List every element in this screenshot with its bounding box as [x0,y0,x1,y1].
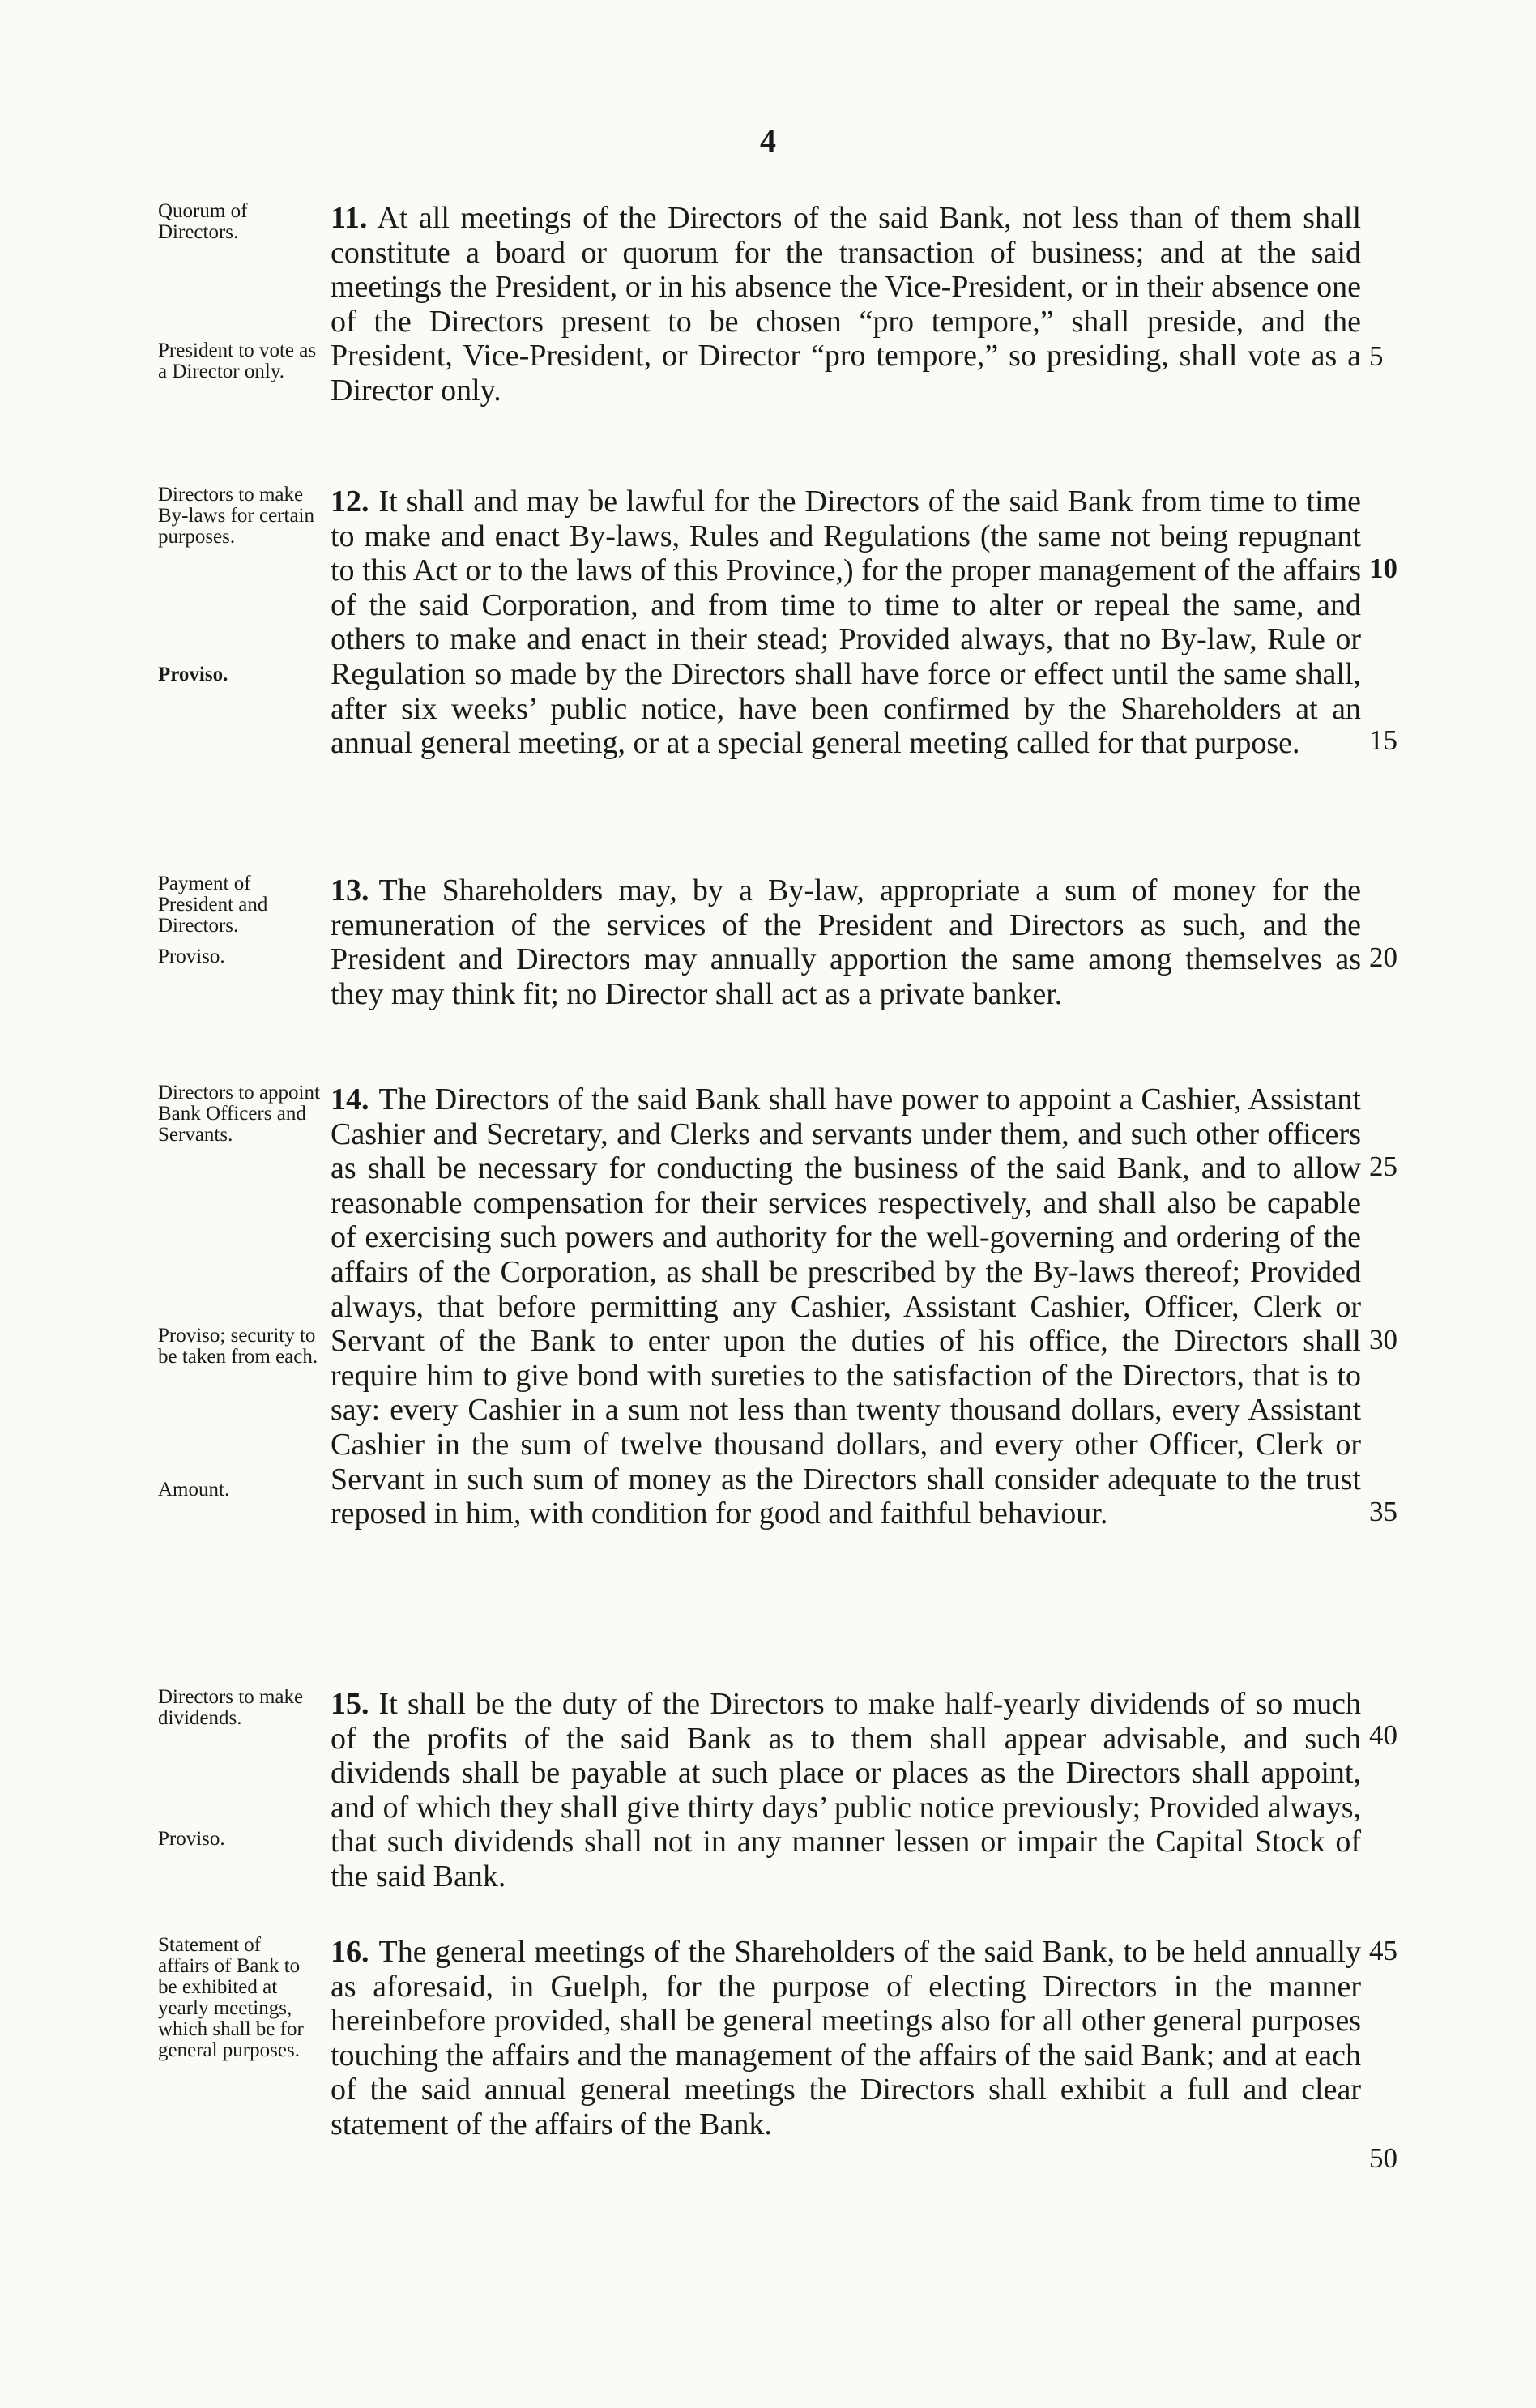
section-text: At all meetings of the Directors of the said Bank, not less than of them shall constitute a board or quorum for the transaction of business; and at the said meetings the President, or in his absence the Vice-President, or in their absence one of the Directors present to be chosen “pro tempore,” shall preside, and the President, Vice-President, or Director “pro tempore,” so presiding, shall vote as a Director only. [331,201,1361,408]
line-number: 20 [1369,941,1397,973]
section-number: 13. [331,873,369,907]
section-body [331,873,1361,1011]
margin-note: Proviso. [158,946,225,967]
section-number: 16. [331,1935,369,1969]
line-number: 45 [1369,1935,1397,1966]
section-body [331,1935,1361,2142]
margin-note: Payment of President and Directors. [158,873,268,937]
margin-note: Directors to make dividends. [158,1686,304,1729]
section-number: 14. [331,1082,369,1116]
margin-note: Proviso. [158,664,228,685]
margin-note: Directors to appoint Bank Officers and Servants. [158,1082,320,1146]
margin-note: Quorum of Directors. [158,200,248,243]
line-number: 15 [1369,724,1397,756]
margin-note: Proviso. [158,1828,225,1850]
margin-note: Proviso; security to be taken from each. [158,1325,318,1368]
section-text: It shall be the duty of the Directors to make half-yearly dividends of so much of the profits of the said Bank as to them shall appear advisable, and such dividends shall be payable at such place or places as the Directors shall appoint, and of which they shall give thirty days’ public notice previously; Provided always, that such dividends shall not in any manner lessen or impair the Capital Stock of the said Bank. [331,1687,1361,1894]
section-text: It shall and may be lawful for the Directors of the said Bank from time to time to make and enact By-laws, Rules and Regulations (the same not being repugnant to this Act or to the laws of this Province,) for the proper management of the affairs of the said Corporation, and from time to time to alter or repeal the same, and others to make and enact in their stead; Provided always, that no By-law, Rule or Regulation so made by the Directors shall have force or effect until the same shall, after six weeks’ public notice, have been confirmed by the Shareholders at an annual general meeting, or at a special general meeting called for that purpose. [331,485,1361,761]
section-number: 11. [331,201,368,235]
margin-note: Statement of affairs of Bank to be exhibited at yearly meetings, which shall be for general purposes. [158,1934,304,2061]
section-body [331,485,1361,761]
section-number: 15. [331,1687,369,1721]
line-number: 5 [1369,340,1384,372]
margin-note: President to vote as a Director only. [158,339,317,382]
section-body [331,1687,1361,1894]
line-number: 25 [1369,1151,1397,1182]
line-number: 40 [1369,1719,1397,1751]
line-number: 10 [1369,553,1397,584]
section-body [331,1082,1361,1531]
line-number: 35 [1369,1496,1397,1527]
margin-note: Directors to make By-laws for certain purposes. [158,484,314,548]
line-number: 30 [1369,1324,1397,1356]
section-body [331,201,1361,408]
line-number: 50 [1369,2142,1397,2174]
page-number: 4 [760,122,776,159]
section-number: 12. [331,485,369,519]
section-text: The general meetings of the Shareholders of the said Bank, to be held annually as aforesaid, in Guelph, for the purpose of electing Directors in the manner hereinbefore provided, shall be general meetings also for all other general purposes touching the affairs and the management of the affairs of the said Bank; and at each of the said annual general meetings the Directors shall exhibit a full and clear statement of the affairs of the Bank. [331,1935,1361,2141]
section-text: The Shareholders may, by a By-law, appropriate a sum of money for the remuneration of the services of the President and Directors as such, and the President and Directors may annually apportion the same among themselves as they may think fit; no Director shall act as a private banker. [331,873,1361,1011]
margin-note: Amount. [158,1479,230,1501]
section-text: The Directors of the said Bank shall have power to appoint a Cashier, Assistant Cashier and Secretary, and Clerks and servants under them, and such other officers as shall be necessary for conducting the business of the said Bank, and to allow reasonable compensation for their services respectively, and shall also be capable of exercising such powers and authority for the well-governing and ordering of the affairs of the Corporation, as shall be prescribed by the By-laws thereof; Provided always, that before permitting any Cashier, Assistant Cashier, Officer, Clerk or Servant of the Bank to enter upon the duties of his office, the Directors shall require him to give bond with sureties to the satisfaction of the Directors, that is to say: every Cashier in a sum not less than twenty thousand dollars, every Assistant Cashier in the sum of twelve thousand dollars, and every other Officer, Clerk or Servant in such sum of money as the Directors shall consider adequate to the trust reposed in him, with condition for good and faithful behaviour. [331,1082,1361,1531]
